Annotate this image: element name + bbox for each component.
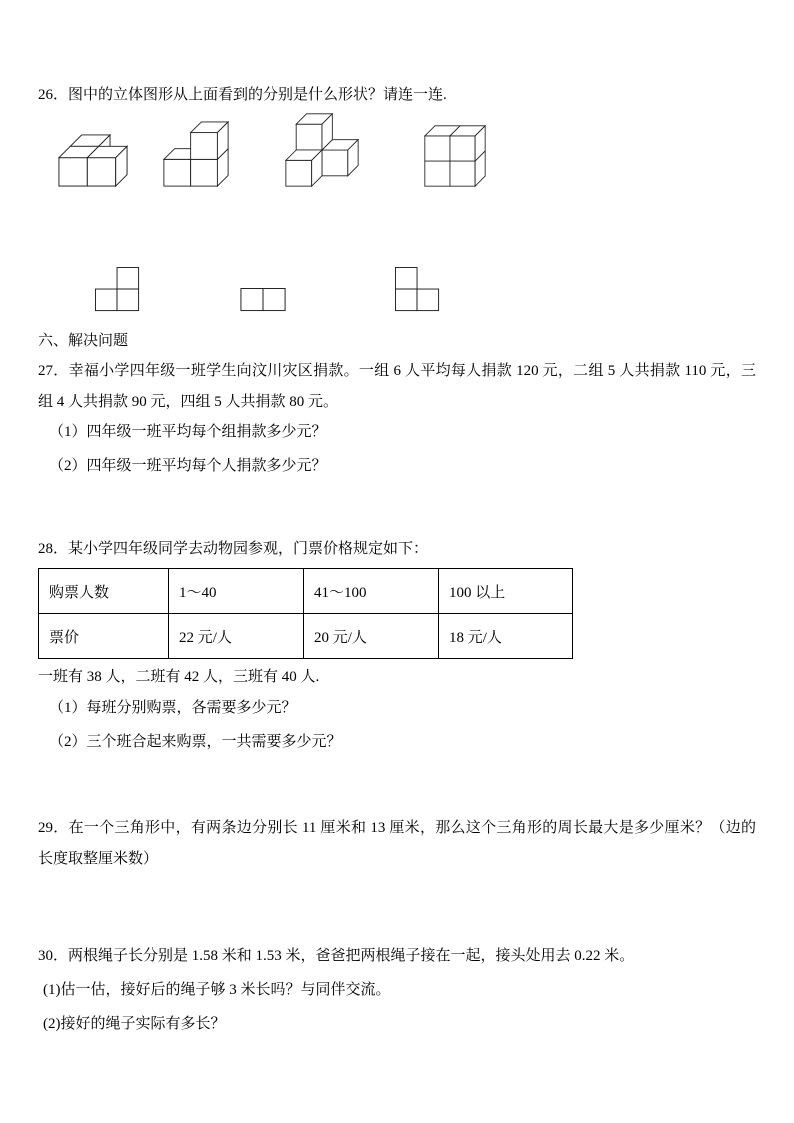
ticket-price-table bbox=[38, 568, 573, 659]
table-cell: 18 元/人 bbox=[439, 614, 573, 659]
table-row-price bbox=[39, 614, 573, 659]
solid-figure-2 bbox=[163, 121, 229, 192]
question-30-sub1: (1)估一估，接好后的绳子够 3 米长吗？与同伴交流。 bbox=[43, 982, 391, 998]
question-28-sub1: （1）每班分别购票，各需要多少元？ bbox=[49, 700, 297, 716]
section-6-title: 六、解决问题 bbox=[38, 333, 129, 349]
solid-figures-row bbox=[38, 114, 756, 192]
plan-figures-row bbox=[38, 265, 756, 315]
plan-shape-2 bbox=[240, 288, 287, 317]
solid-figure-1 bbox=[58, 134, 128, 192]
question-27-sub1: （1）四年级一班平均每个组捐款多少元？ bbox=[49, 424, 327, 440]
question-30-text: 30．两根绳子长分别是 1.58 米和 1.53 米，爸爸把两根绳子接在一起，接头处用去 0.22 米。 bbox=[38, 948, 635, 964]
question-26-text: 26．图中的立体图形从上面看到的分别是什么形状？请连一连. bbox=[38, 87, 447, 103]
solid-figure-4 bbox=[424, 125, 486, 192]
table-cell: 20 元/人 bbox=[304, 614, 439, 659]
question-27-text: 27．幸福小学四年级一班学生向汶川灾区捐款。一组 6 人平均每人捐款 120 元，二组 5 人共捐款 110 元，三组 4 人共捐款 90 元，四组 5 人共捐款 80 元。 bbox=[38, 363, 756, 410]
question-28-after-table: 一班有 38 人，二班有 42 人，三班有 40 人. bbox=[38, 669, 320, 685]
table-cell: 购票人数 bbox=[39, 569, 169, 614]
plan-shape-1 bbox=[95, 267, 140, 317]
plan-shape-3 bbox=[395, 267, 440, 317]
table-cell: 票价 bbox=[39, 614, 169, 659]
table-cell: 41～100 bbox=[304, 569, 439, 614]
table-cell: 100 以上 bbox=[439, 569, 573, 614]
table-cell: 1～40 bbox=[169, 569, 304, 614]
question-29-text: 29．在一个三角形中，有两条边分别长 11 厘米和 13 厘米，那么这个三角形的周长最大是多少厘米？（边的长度取整厘米数） bbox=[38, 820, 756, 867]
table-cell: 22 元/人 bbox=[169, 614, 304, 659]
table-row-buyers bbox=[39, 569, 573, 614]
question-28-sub2: （2）三个班合起来购票，一共需要多少元？ bbox=[49, 734, 342, 750]
question-27-sub2: （2）四年级一班平均每个人捐款多少元？ bbox=[49, 458, 327, 474]
solid-figure-3 bbox=[285, 113, 359, 192]
question-28-text: 28．某小学四年级同学去动物园参观，门票价格规定如下： bbox=[38, 541, 429, 557]
question-30-sub2: (2)接好的绳子实际有多长？ bbox=[43, 1016, 226, 1032]
